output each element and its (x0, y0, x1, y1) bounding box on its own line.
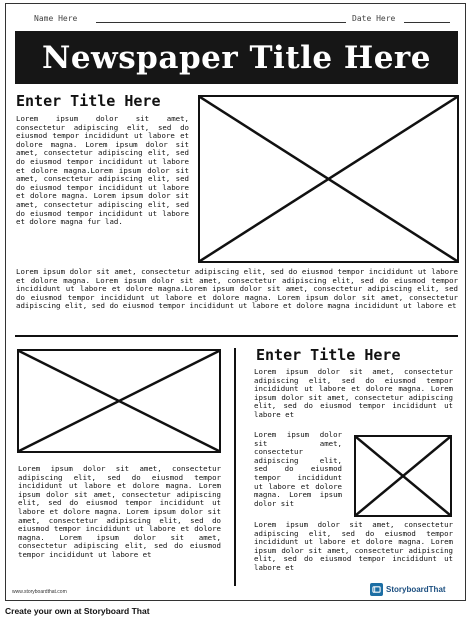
date-label: Date Here (352, 14, 396, 23)
site-url: www.storyboardthat.com (12, 589, 67, 595)
section-divider (15, 335, 458, 337)
name-line (96, 22, 346, 23)
brand-logo (370, 583, 446, 596)
date-line (404, 22, 450, 23)
newspaper-title: Newspaper Title Here (41, 39, 431, 76)
placeholder-cross-icon (19, 351, 219, 451)
article3-text-top: Lorem ipsum dolor sit amet, consectetur adipiscing elit, sed do eiusmod tempor incididunt ut labore et dolore magna. Lorem ipsum dolor sit amet, consectetur adipiscing elit, sed do eiusmod tempor incididunt ut labore et (254, 368, 453, 419)
image-placeholder-2 (17, 349, 221, 453)
footer-link[interactable]: Create your own at Storyboard That (5, 606, 150, 616)
article1-wide-text: Lorem ipsum dolor sit amet, consectetur adipiscing elit, sed do eiusmod tempor incididunt ut labore et dolore magna. Lorem ipsum dolor sit amet, consectetur adipiscing elit, sed do eiusmod tempor incididunt ut labore et dolore magna.Lorem ipsum dolor sit amet, consectetur adipiscing elit, sed do eiusmod tempor incididunt ut labore et dolore magna. Lorem ipsum dolor sit amet, consectetur adipiscing elit, sed do eiusmod tempor incididunt ut labore et dolore magna incididunt ut labore et (16, 268, 458, 311)
storyboard-logo-icon (370, 583, 383, 596)
article3-title: Enter Title Here (256, 346, 401, 364)
brand-name: StoryboardThat (386, 585, 446, 594)
column-divider (234, 348, 236, 586)
placeholder-cross-icon (200, 97, 457, 261)
image-placeholder-3 (354, 435, 452, 517)
image-placeholder-1 (198, 95, 459, 263)
article1-column-text: Lorem ipsum dolor sit amet, consectetur adipiscing elit, sed do eiusmod tempor incididunt ut labore et dolore magna. Lorem ipsum dolor sit amet, consectetur adipiscing elit, sed do eiusmod tempor incididunt ut labore et dolore magna.Lorem ipsum dolor sit amet, consectetur adipiscing elit, sed do eiusmod tempor incididunt ut labore et dolore magna. Lorem ipsum dolor sit amet, consectetur adipiscing elit, sed do eiusmod tempor incididunt ut labore et dolore magna fur lad. (16, 115, 189, 227)
masthead (15, 31, 458, 84)
article2-text: Lorem ipsum dolor sit amet, consectetur adipiscing elit, sed do eiusmod tempor incididunt ut labore et dolore magna. Lorem ipsum dolor sit amet, consectetur adipiscing elit, sed do eiusmod tempor incididunt ut labore et dolore magna. Lorem ipsum dolor sit amet, consectetur adipiscing elit, sed do eiusmod tempor incididunt ut labore et dolore magna. Lorem ipsum dolor sit amet, consectetur adipiscing elit, sed do eiusmod tempor incididunt ut labore et (18, 465, 221, 559)
article1-title: Enter Title Here (16, 92, 161, 110)
name-label: Name Here (34, 14, 78, 23)
article3-text-side: Lorem ipsum dolor sit amet, consectetur adipiscing elit, sed do eiusmod tempor incididunt ut labore et dolore magna. Lorem ipsum dolor sit (254, 431, 342, 508)
placeholder-cross-icon (356, 437, 450, 515)
article3-text-bottom: Lorem ipsum dolor sit amet, consectetur adipiscing elit, sed do eiusmod tempor incididunt ut labore et dolore magna. Lorem ipsum dolor sit amet, consectetur adipiscing elit, sed do eiusmod tempor incididunt ut labore et (254, 521, 453, 572)
